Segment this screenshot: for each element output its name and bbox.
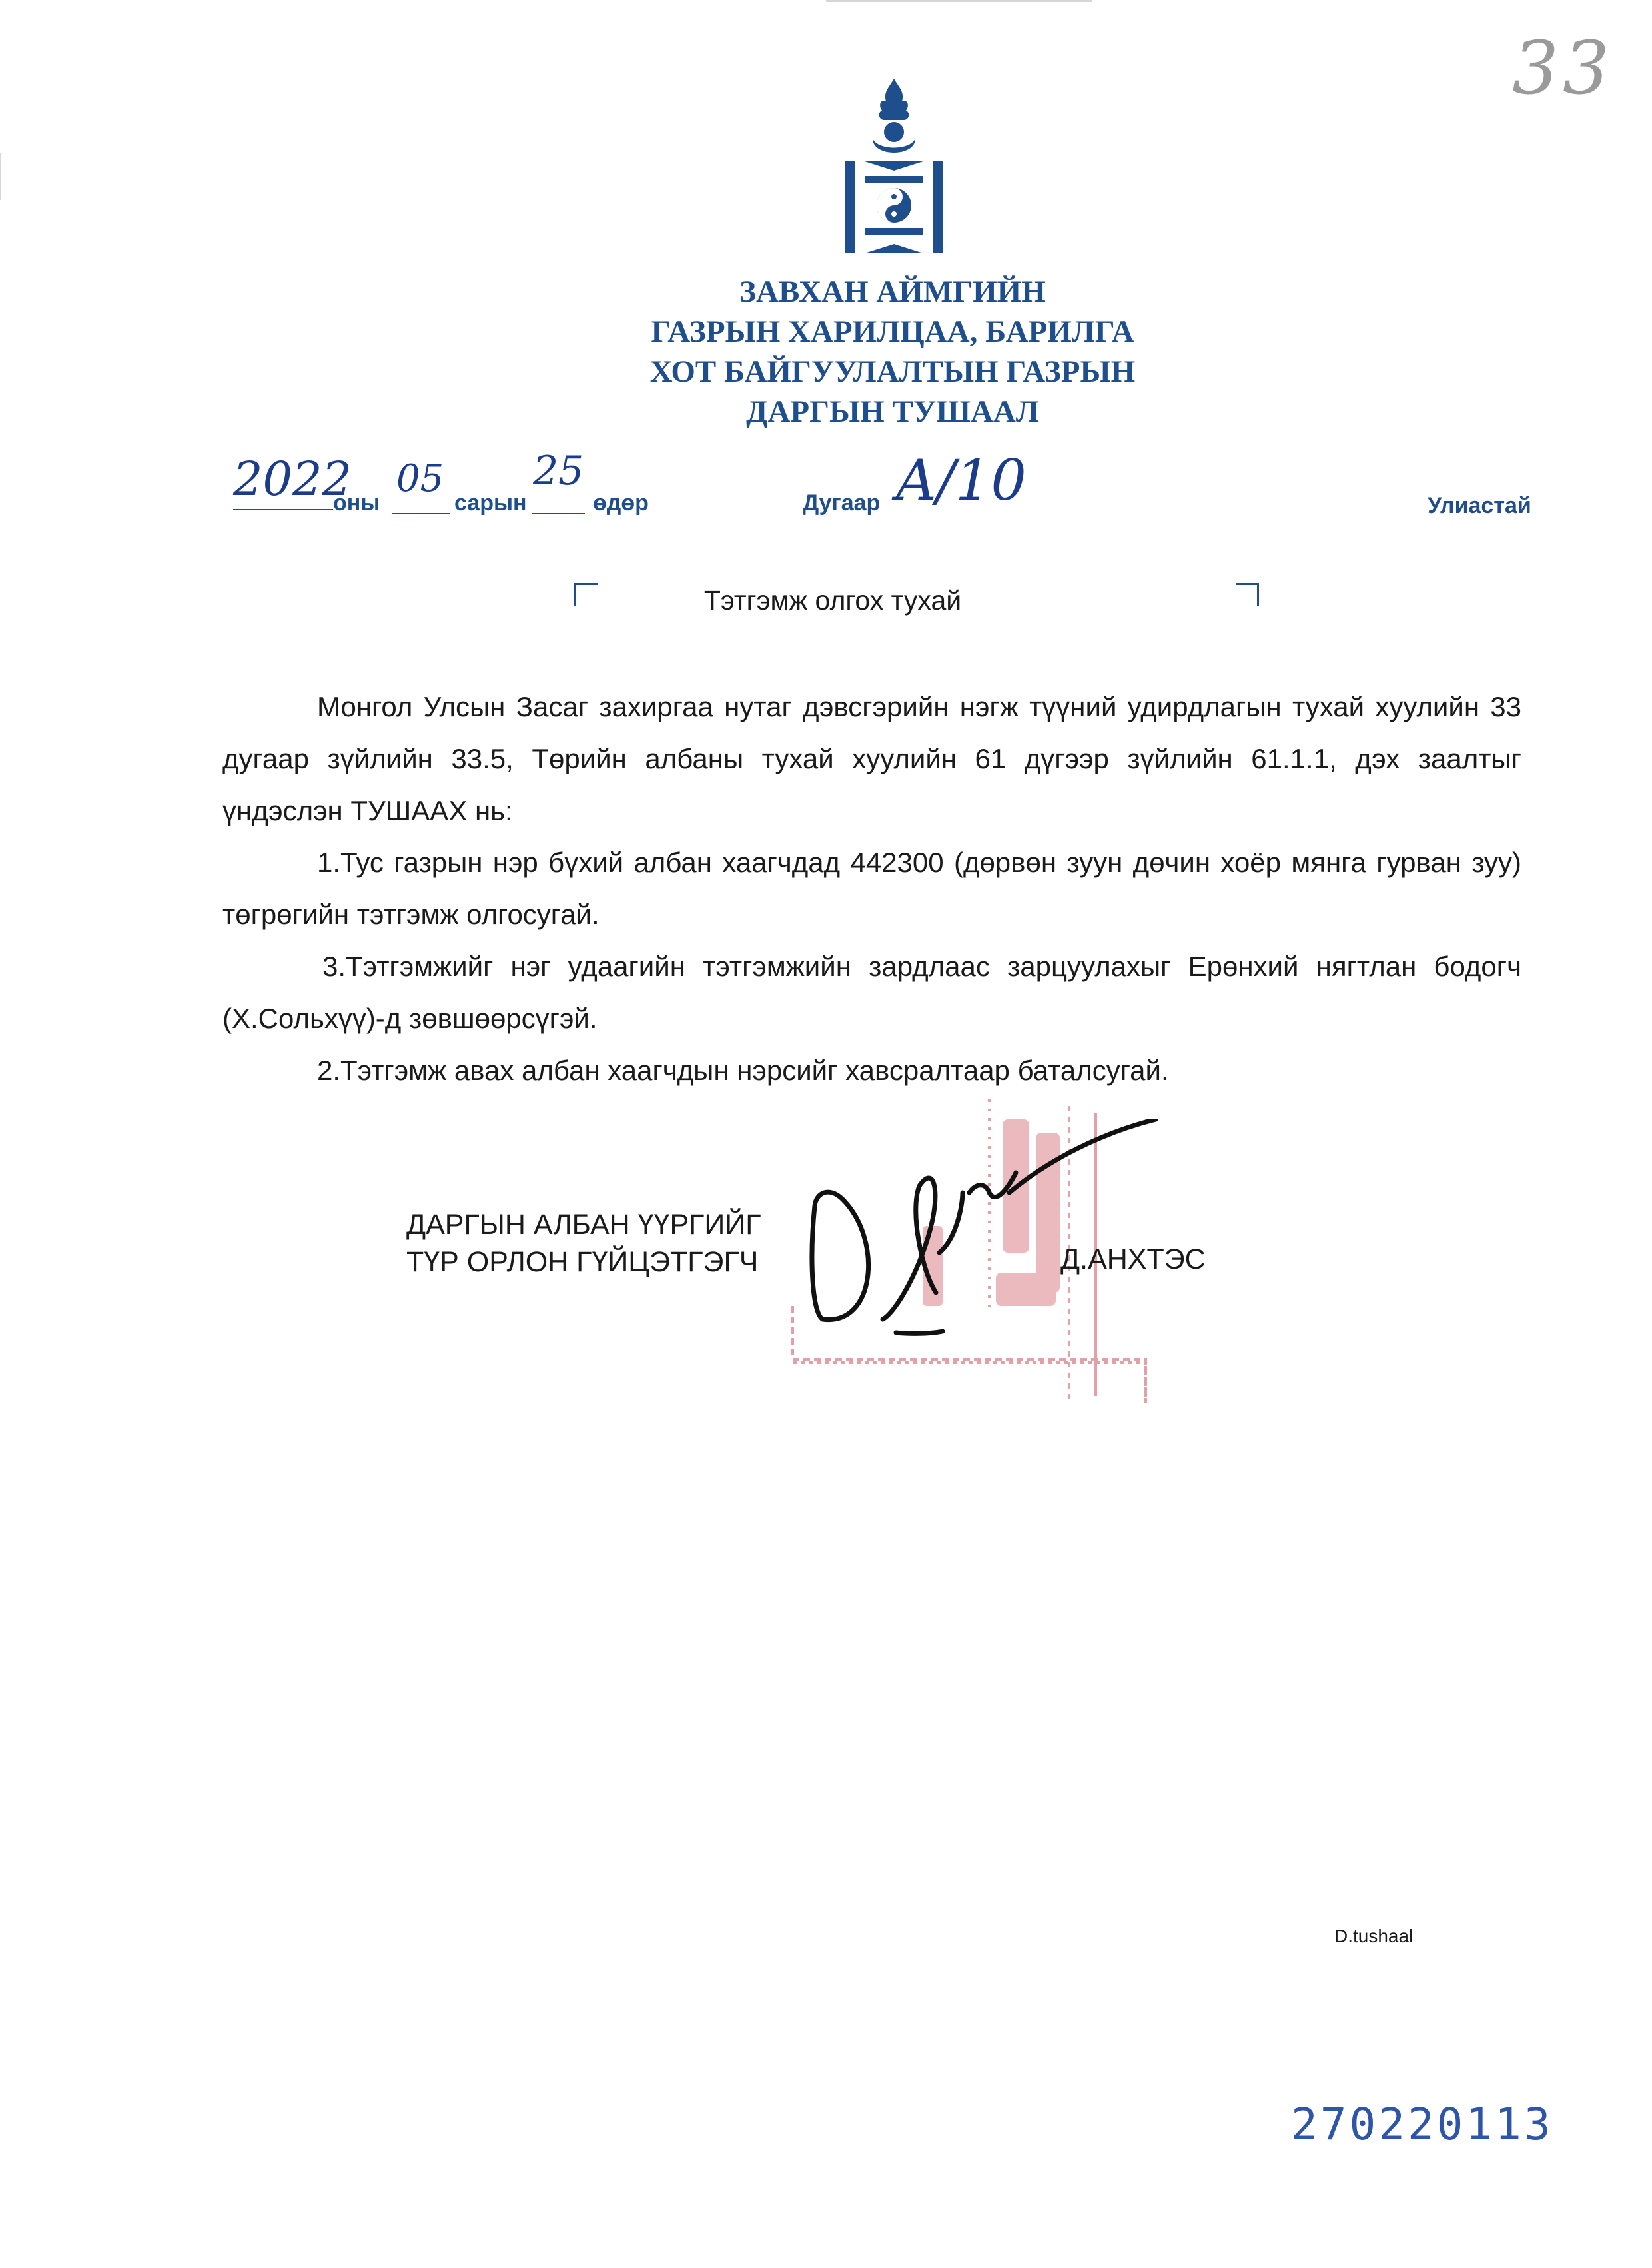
header-line: ХОТ БАЙГУУЛАЛТЫН ГАЗРЫН bbox=[649, 354, 1136, 389]
subject-corner-left bbox=[574, 583, 598, 606]
handwritten-signature bbox=[796, 1119, 1169, 1346]
body-paragraph: 3.Тэтгэмжийг нэг удаагийн тэтгэмжийн зардлаас зарцуулахыг Ерөнхий нягтлан бодогч (Х.Сольхүү)-д зөвшөөрсүгэй. bbox=[222, 951, 1521, 1034]
subject-corner-right bbox=[1236, 583, 1259, 606]
signer-name: Д.АНХТЭС bbox=[1060, 1243, 1206, 1275]
signer-title-line: ДАРГЫН АЛБАН ҮҮРГИЙГ bbox=[406, 1209, 761, 1241]
day-label: өдөр bbox=[593, 490, 649, 516]
body-paragraph: Монгол Улсын Засаг захиргаа нутаг дэвсгэрийн нэгж түүний удирдлагын тухай хуулийн 33 дугаар зүйлийн 33.5, Төрийн албаны тухай хуулийн 61 дүгээр зүйлийн 61.1.1, дэх заалтыг үндэслэн ТУШААХ нь: bbox=[222, 691, 1521, 826]
scan-edge-mark bbox=[0, 153, 1, 200]
handwritten-month: 05 bbox=[396, 457, 444, 500]
signer-title-line: ТҮР ОРЛОН ГҮЙЦЭТГЭГЧ bbox=[406, 1246, 759, 1278]
document-serial-number: 270220113 bbox=[1291, 2099, 1553, 2150]
header-line: ДАРГЫН ТУШААЛ bbox=[746, 394, 1039, 429]
number-label: Дугаар bbox=[803, 490, 881, 516]
handwritten-year: 2022 bbox=[233, 452, 352, 506]
signer-title bbox=[406, 1206, 761, 1281]
handwritten-order-number: A/10 bbox=[896, 448, 1027, 513]
body-paragraph: 2.Тэтгэмж авах албан хаагчдын нэрсийг хавсралтаар баталсугай. bbox=[317, 1055, 1169, 1086]
document-header-title bbox=[493, 272, 1292, 432]
header-line: ГАЗРЫН ХАРИЛЦАА, БАРИЛГА bbox=[651, 314, 1134, 349]
document-body-item bbox=[222, 1045, 1521, 1097]
document-body bbox=[222, 681, 1521, 837]
month-underline bbox=[392, 513, 450, 514]
body-paragraph: 1.Тус газрын нэр бүхий албан хаагчдад 442300 (дөрвөн зуун дөчин хоёр мянга гурван зуу) төгрөгийн тэтгэмж олгосугай. bbox=[222, 847, 1521, 930]
month-label: сарын bbox=[454, 490, 527, 516]
header-line: ЗАВХАН АЙМГИЙН bbox=[739, 275, 1046, 309]
place-label: Улиастай bbox=[1428, 493, 1531, 518]
day-underline bbox=[532, 513, 585, 514]
scan-edge-mark bbox=[826, 0, 1092, 2]
document-file-reference: D.tushaal bbox=[1334, 1926, 1414, 1946]
document-body-item bbox=[222, 941, 1521, 1045]
document-body-item bbox=[222, 837, 1521, 941]
document-subject: Тэтгэмж олгох тухай bbox=[703, 585, 962, 616]
year-underline bbox=[233, 509, 333, 510]
year-suffix-label: оны bbox=[333, 490, 380, 516]
handwritten-page-number: 33 bbox=[1512, 25, 1613, 111]
handwritten-day: 25 bbox=[533, 448, 584, 494]
soyombo-emblem-icon bbox=[845, 79, 943, 253]
